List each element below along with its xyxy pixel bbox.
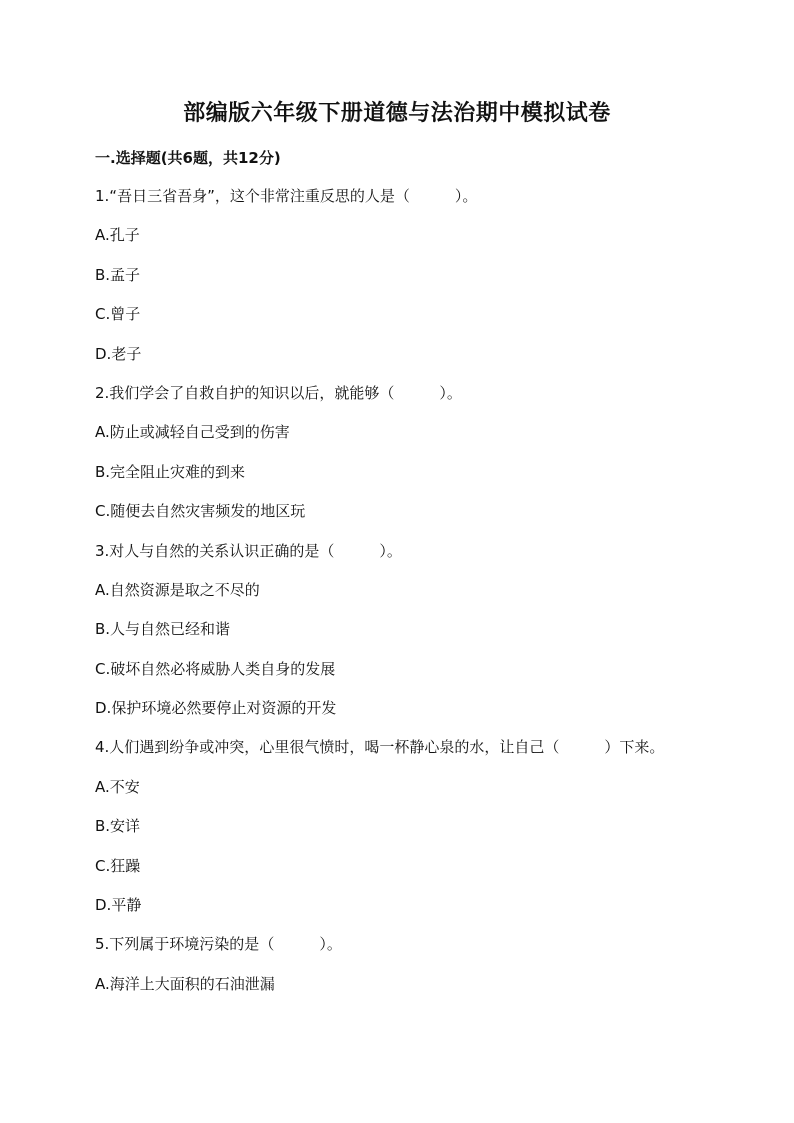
answer-option: B.安详	[95, 817, 141, 836]
answer-option: A.海洋上大面积的石油泄漏	[95, 974, 275, 993]
answer-option: B.完全阻止灾难的到来	[95, 462, 246, 481]
question-text: 5.下列属于环境污染的是（ ）。	[95, 935, 342, 954]
answer-option: D.保护环境必然要停止对资源的开发	[95, 699, 337, 718]
answer-option: A.自然资源是取之不尽的	[95, 580, 260, 599]
question-text: 4.人们遇到纷争或冲突，心里很气愤时，喝一杯静心泉的水，让自己（ ）下来。	[95, 738, 665, 757]
question-text: 1.“吾日三省吾身”，这个非常注重反思的人是（ ）。	[95, 187, 478, 205]
page-title: 部编版六年级下册道德与法治期中模拟试卷	[183, 100, 611, 126]
answer-option: B.孟子	[95, 265, 141, 284]
answer-option: A.孔子	[95, 226, 140, 245]
question-list	[95, 183, 735, 1010]
answer-option: D.老子	[95, 344, 142, 363]
answer-option: A.不安	[95, 777, 140, 796]
answer-option: A.防止或减轻自己受到的伤害	[95, 423, 290, 442]
answer-option: C.随便去自然灾害频发的地区玩	[95, 502, 306, 521]
question-text: 2.我们学会了自救自护的知识以后，就能够（ ）。	[95, 383, 462, 402]
answer-option: C.破坏自然必将威胁人类自身的发展	[95, 659, 336, 678]
answer-option: C.狂躁	[95, 856, 141, 875]
section-heading: 一.选择题(共6题，共12分)	[95, 149, 281, 167]
answer-option: C.曾子	[95, 305, 141, 324]
answer-option: B.人与自然已经和谐	[95, 620, 231, 639]
question-text: 3.对人与自然的关系认识正确的是（ ）。	[95, 541, 402, 560]
answer-option: D.平静	[95, 896, 142, 915]
